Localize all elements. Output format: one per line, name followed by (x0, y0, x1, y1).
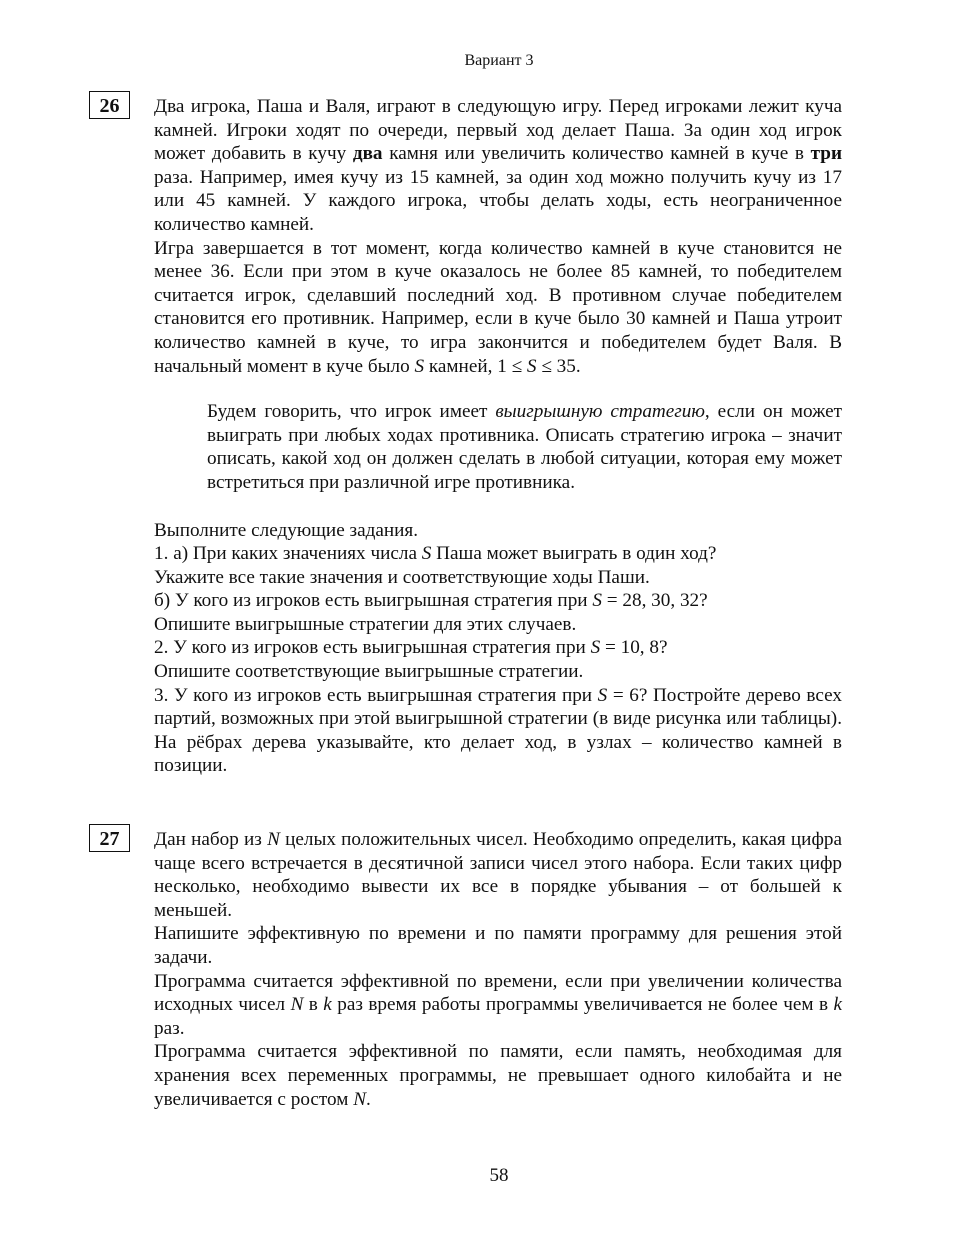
task-26-question-2: 2. У кого из игроков есть выигрышная стратегия при S = 10, 8? (154, 637, 668, 659)
task-27-paragraph-3: Программа считается эффективной по времени, если при увеличении количества исходных чисел N в k раз время работы программы увеличивается не более чем в k раз. (154, 970, 842, 1039)
page-header: Вариант 3 (464, 52, 534, 69)
task-27-text (154, 828, 842, 1111)
task-number-26: 26 (89, 91, 130, 119)
task-27-paragraph-1: Дан набор из N целых положительных чисел. Необходимо определить, какая цифра чаще всего встречается в десятичной записи чисел этого набора. Если таких цифр несколько, необходимо вывести их все в порядке убывания – от большей к меньшей. (154, 829, 842, 921)
task-26-question-1a-line2: Укажите все такие значения и соответствующие ходы Паши. (154, 566, 650, 588)
task-26-text (154, 95, 842, 778)
task-26-questions-intro: Выполните следующие задания. (154, 519, 419, 541)
task-26-question-3: 3. У кого из игроков есть выигрышная стратегия при S = 6? Постройте дерево всех партий, возможных при этой выигрышной стратегии (в виде рисунка или таблицы). На рёбрах дерева указывайте, кто делает ход, в узлах – количество камней в позиции. (154, 684, 842, 777)
task-26-paragraph-2: Игра завершается в тот момент, когда количество камней в куче становится не менее 36. Если при этом в куче оказалось не более 85 камней, то победителем считается игрок, сделавший последний ход. В противном случае победителем становится его противник. Например, если в куче было 30 камней и Паша утроит количество камней в куче, то игра закончится и победителем будет Валя. В начальный момент в куче было S камней, 1 ≤ S ≤ 35. (154, 237, 842, 377)
task-26-question-1a: 1. а) При каких значениях числа S Паша может выиграть в один ход? (154, 543, 717, 565)
task-26-paragraph-1: Два игрока, Паша и Валя, играют в следующую игру. Перед игроками лежит куча камней. Игроки ходят по очереди, первый ход делает Паша. За один ход игрок может добавить в кучу два камня или увеличить количество камней в куче в три раза. Например, имея кучу из 15 камней, за один ход можно получить кучу из 17 или 45 камней. У каждого игрока, чтобы делать ходы, есть неограниченное количество камней. (154, 96, 842, 235)
task-26-question-1b: б) У кого из игроков есть выигрышная стратегия при S = 28, 30, 32? (154, 590, 708, 612)
task-27-paragraph-4: Программа считается эффективной по памяти, если память, необходимая для хранения всех переменных программы, не превышает одного килобайта и не увеличивается с ростом N. (154, 1041, 842, 1110)
task-26-question-2-line2: Опишите соответствующие выигрышные стратегии. (154, 661, 584, 683)
task-27-paragraph-2: Напишите эффективную по времени и по памяти программу для решения этой задачи. (154, 923, 842, 968)
task-26-definition: Будем говорить, что игрок имеет выигрышную стратегию, если он может выиграть при любых ходах противника. Описать стратегию игрока – значит описать, какой ход он должен сделать в любой ситуации, которая ему может встретиться при различной игре противника. (207, 401, 842, 493)
task-26-question-1b-line2: Опишите выигрышные стратегии для этих случаев. (154, 613, 577, 635)
task-number-27: 27 (89, 824, 130, 852)
page-number: 58 (489, 1165, 509, 1186)
